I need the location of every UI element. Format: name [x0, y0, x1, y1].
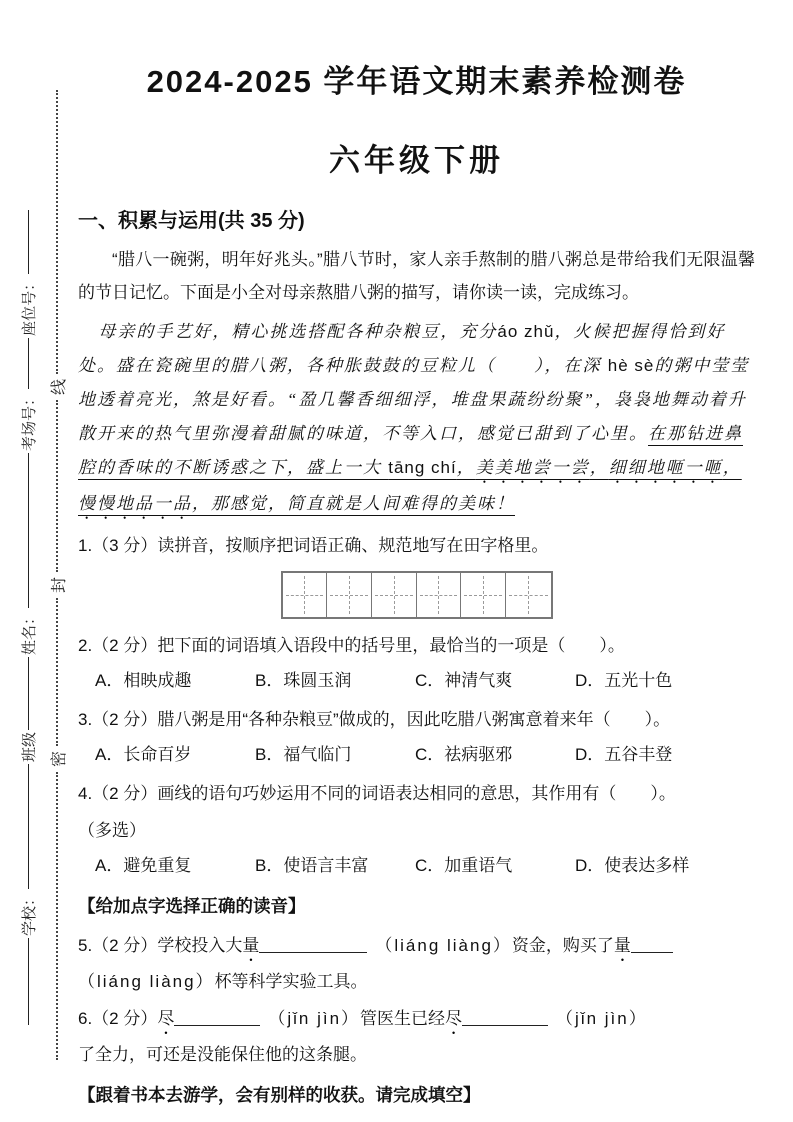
field-examroom: 考场号： [20, 390, 38, 451]
section-heading: 一、积累与运用(共 35 分) [78, 210, 305, 232]
tianzige-grid [281, 571, 553, 619]
option-c: C．加重语气 [415, 856, 513, 875]
question-4 [78, 777, 755, 810]
option-a: A．长命百岁 [95, 745, 192, 764]
option-a: A．避免重复 [95, 856, 192, 875]
passage-paragraph [78, 315, 755, 523]
question-6-text: 了全力，可还是没能保住他的这条腿。 [78, 1045, 367, 1064]
seal-char-mi: 密 [50, 750, 68, 767]
pinyin-choice: （jǐn jìn） [268, 1009, 361, 1028]
answer-blank [462, 1008, 548, 1026]
intro-paragraph: “腊八一碗粥，明年好兆头。”腊八节时，家人亲手熬制的腊八粥总是带给我们无限温馨的节日记忆。下面是小全对母亲熬腊八粥的描写，请你读一读，完成练习。 [78, 250, 755, 302]
bracket-header-fill-blank: 【跟着书本去游学，会有别样的收获。请完成填空】 [78, 1085, 481, 1105]
tianzige-cell [417, 573, 462, 617]
pinyin-choice: （liáng liàng） [375, 936, 512, 955]
exam-content [78, 0, 755, 1118]
blank-line [28, 657, 29, 730]
question-5-num: 5.（2 分） [78, 936, 158, 955]
question-5-text: 学校投入大 [157, 936, 243, 955]
question-6-num: 6.（2 分） [78, 1009, 158, 1028]
page-title: 2024-2025 学年语文期末素养检测卷 [146, 64, 687, 99]
field-class: 班级 [20, 731, 38, 762]
question-4-options [78, 849, 755, 882]
tianzige-cell [327, 573, 372, 617]
answer-blank [631, 935, 673, 953]
blank-line [28, 210, 29, 274]
emphasized-phrase: 细细地咂一咂 [608, 458, 723, 477]
dotted-char: 尽 [445, 1009, 463, 1028]
option-c: C．祛病驱邪 [415, 745, 513, 764]
blank-line [28, 764, 29, 889]
seal-dots [56, 400, 58, 572]
option-b: B．珠圆玉润 [255, 671, 352, 690]
passage-text: ， [589, 458, 609, 477]
pinyin-choice: （liáng liàng） [78, 972, 215, 991]
page-subtitle: 六年级下册 [329, 143, 504, 178]
option-d: D．使表达多样 [575, 856, 690, 875]
student-info-sidebar [13, 120, 43, 1060]
option-d: D．五谷丰登 [575, 745, 673, 764]
question-6 [78, 1002, 755, 1071]
passage-text: 的粥中莹莹地透着亮光，煞是好看。“盈几馨香细细浮，堆盘果蔬纷纷聚”，袅袅地舞动着升散开来的热气里弥漫着甜腻的味道，不等入口，感觉已甜到了心里。 [78, 356, 750, 443]
answer-blank [174, 1008, 260, 1026]
question-3: 3.（2 分）腊八粥是用“各种杂粮豆”做成的，因此吃腊八粥寓意着来年（ ）。 [78, 710, 671, 729]
dotted-char: 尽 [157, 1009, 175, 1028]
seal-line [44, 90, 70, 1060]
question-5 [78, 929, 755, 998]
pinyin-choice: （jǐn jìn） [556, 1009, 648, 1028]
tianzige-cell [506, 573, 551, 617]
option-c: C．神清气爽 [415, 671, 513, 690]
option-b: B．福气临门 [255, 745, 352, 764]
blank-line [28, 338, 29, 389]
passage-text: ， [722, 458, 742, 477]
seal-dots [56, 772, 58, 1060]
question-5-text: 杯等科学实验工具。 [214, 972, 368, 991]
passage-text: ，那感觉，简直就是人间难得的美味！ [192, 494, 515, 513]
passage-text: 在那钻进鼻腔的香味的不断诱惑之下，盛上一大 [78, 424, 743, 477]
question-3-options [78, 738, 755, 771]
question-1: 1.（3 分）读拼音，按顺序把词语正确、规范地写在田字格里。 [78, 536, 549, 555]
field-seat: 座位号： [20, 275, 38, 336]
answer-blank [259, 935, 367, 953]
seal-dots [56, 90, 58, 374]
field-name: 姓名： [20, 609, 38, 655]
tianzige-cell [461, 573, 506, 617]
question-5-text: 资金，购买了 [511, 936, 614, 955]
dotted-char: 量 [242, 936, 260, 955]
seal-char-xian: 线 [50, 378, 68, 395]
pinyin-hint: áo zhǔ [497, 322, 555, 341]
blank-line [28, 938, 29, 1025]
bracket-header-pronunciation: 【给加点字选择正确的读音】 [78, 896, 306, 916]
seal-dots [56, 598, 58, 746]
field-school: 学校： [20, 890, 38, 936]
question-4-stem: 4.（2 分）画线的语句巧妙运用不同的词语表达相同的意思，其作用有（ ）。 [78, 784, 676, 803]
passage-text: 母亲的手艺好，精心挑选搭配各种杂粮豆，充分 [98, 322, 498, 341]
emphasized-phrase: 美美地尝一尝 [475, 458, 590, 477]
question-2-options [78, 664, 755, 697]
blank-line [28, 453, 29, 608]
pinyin-hint: hè sè [607, 356, 655, 375]
emphasized-phrase: 慢慢地品一品 [78, 494, 192, 513]
tianzige-cell [283, 573, 328, 617]
seal-char-feng: 封 [50, 576, 68, 593]
option-a: A．相映成趣 [95, 671, 192, 690]
pinyin-hint: tāng chí [388, 458, 457, 477]
passage-text: ， [456, 458, 476, 477]
question-6-text: 管医生已经 [360, 1009, 446, 1028]
question-2: 2.（2 分）把下面的词语填入语段中的括号里，最恰当的一项是（ ）。 [78, 636, 625, 655]
question-4-multi-note: （多选） [78, 821, 146, 840]
option-b: B．使语言丰富 [255, 856, 369, 875]
dotted-char: 量 [613, 936, 631, 955]
passage-text: ，火候把握得恰到好处。盛在瓷碗里的腊八粥，各种胀鼓鼓的豆粒儿（ ），在深 [78, 322, 726, 375]
option-d: D．五光十色 [575, 671, 673, 690]
tianzige-cell [372, 573, 417, 617]
